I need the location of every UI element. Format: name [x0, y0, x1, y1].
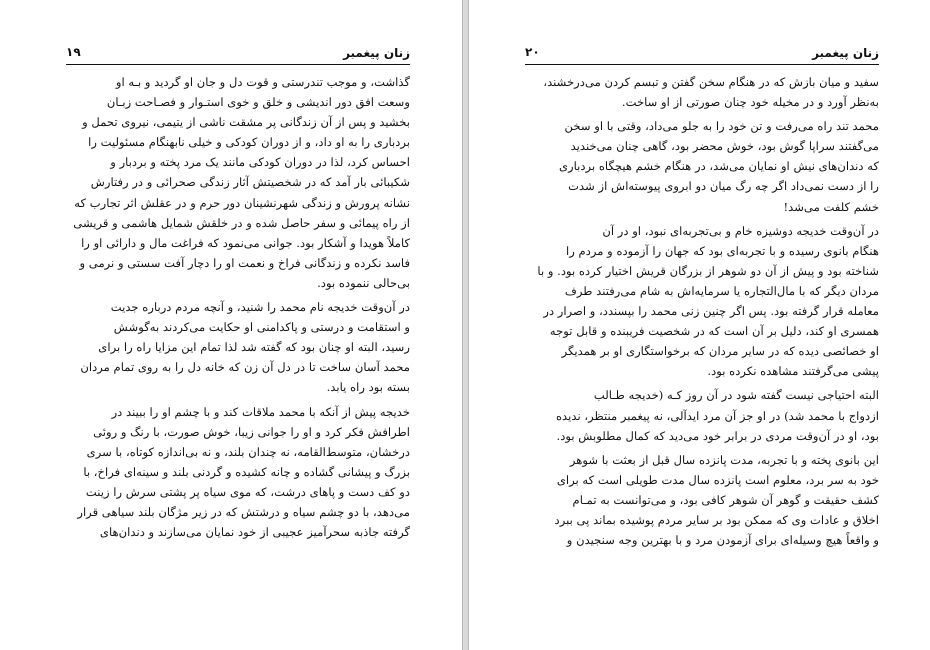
- text-line: اخلاق و عادات وی که ممکن بود بر سایر مردم پوشیده بماند پی ببرد: [554, 512, 879, 527]
- text-line: محمد تند راه می‌رفت و تن خود را به جلو می‌داد، وقتی با او سخن: [564, 119, 879, 134]
- text-line: این بانوی پخته و با تجربه، مدت پانزده سال قبل از بعثت با شوهر: [569, 452, 879, 467]
- text-line: وسعت افق دور اندیشی و خلق و خوی استـوار و فصـاحت زبـان: [106, 95, 410, 110]
- text-line: فاسد نکرده و زندگانی فراخ و نعمت او را دچار آفت سستی و نرمی و: [79, 255, 410, 270]
- paragraph: [66, 72, 410, 293]
- text-line: در آن‌وقت خدیجه دوشیزه خام و بی‌تجربه‌ای نبود، او در آن: [602, 223, 879, 238]
- right-page-header: [525, 44, 879, 65]
- text-line: او خصائصی دیده که در سایر مردان که برخواستگاری او بر همدیگر: [561, 344, 879, 359]
- paragraph: [66, 402, 410, 543]
- text-line: محمد آسان ساخت تا در دل آن زن که خانه دل را به روی تمام مردان: [80, 360, 410, 375]
- paragraph: [525, 450, 879, 550]
- text-line: بزرگ و پیشانی گشاده و چانه کشیده و گردنی بلند و سینه‌ای فراخ، با: [83, 464, 410, 479]
- text-line: کشف حقیقت و گوهر آن شوهر کافی بود، و می‌توانست به تمـام: [572, 492, 879, 507]
- right-page-body: [525, 72, 879, 554]
- running-title: زنان پیغمبر: [343, 46, 410, 60]
- text-line: احساس کرد، لذا در دوران کودکی مانند یک مرد پخته و بردبار و: [110, 155, 410, 170]
- text-line: ازدواج با محمد شد) در او جز آن مرد ایدآلی، نه پیغمبر منتظر، ندیده: [555, 408, 879, 423]
- text-line: خدیجه پیش از آنکه با محمد ملاقات کند و با چشم او را ببیند در: [111, 404, 410, 419]
- text-line: نشانه پرورش و زندگی شهرنشینان دور حرم و در عقلش اثر تجارب که: [74, 195, 410, 210]
- text-line: مردان دیگر که با مال‌التجاره یا سرمایه‌اش به شام می‌رفتند طرف: [564, 283, 879, 298]
- running-title: زنان پیغمبر: [812, 46, 879, 60]
- text-line: معامله قرار گرفته بود. پس اگر چنین زنی محمد را بپسندد، و اصرار در: [543, 304, 879, 319]
- page-number: ۱۹: [66, 45, 81, 59]
- text-line: می‌گفتند سراپا گوش بود، خوش محضر بود، گاهی چنان می‌خندید: [570, 139, 879, 154]
- text-line: که دندان‌های نیش او نمایان می‌شد، در هنگام خشم هیچگاه بردباری: [558, 159, 879, 174]
- text-line: خشم کلفت می‌شد!: [783, 199, 879, 214]
- text-line: بسته بود راه یابد.: [326, 380, 410, 395]
- text-line: خود به سر برد، معلوم است پانزده سال مدت طویلی است که برای: [556, 472, 879, 487]
- text-line: در آن‌وقت خدیجه نام محمد را شنید، و آنچه مردم درباره جدیت: [110, 300, 410, 315]
- text-line: همسری او کند، دلیل بر آن است که در شخصیت فریبنده و قابل توجه: [549, 324, 879, 339]
- paragraph: [66, 297, 410, 397]
- paragraph: [525, 221, 879, 382]
- text-line: البته احتیاجی نیست گفته شود در آن روز کـه (خدیجه طـالب: [593, 388, 879, 403]
- page-number: ۲۰: [525, 45, 540, 59]
- paragraph: [525, 72, 879, 112]
- text-line: اطرافش فکر کرد و او را جوانی زیبا، خوش صورت، با رنگ و روئی: [93, 424, 410, 439]
- text-line: بود، او در آن‌وقت مردی در برابر خود می‌دید که کمال مطلوبش بود.: [556, 428, 879, 443]
- text-line: گذاشت، و موجب تندرستی و قوت دل و جان او گردید و بـه او: [115, 75, 410, 89]
- left-page-header: [66, 44, 410, 65]
- text-line: درخشان، متوسط‌القامه، نه چندان بلند، و نه بی‌اندازه کوتاه، با سری: [86, 444, 410, 459]
- text-line: می‌دهد، با دو چشم سیاه و درشتش که در زیر مژگان بلند سیاهی قرار: [77, 504, 410, 519]
- text-line: از راه پیمائی و سفر حاصل شده و در خلقش شمایل هاشمی و قریشی: [73, 215, 410, 230]
- text-line: را از دست نمی‌داد اگر چه رگ میان دو ابروی پیوسته‌اش از شدت: [568, 179, 879, 194]
- text-line: گرفته جاذبه سحرآمیز عجیبی از خود نمایان می‌سازند و دندان‌های: [99, 525, 410, 540]
- text-line: هنگام بانوی رسیده و با تجربه‌ای بود که جهان را آزموده و مردم را: [566, 243, 879, 258]
- paragraph: [525, 385, 879, 445]
- text-line: بردباری را به او داد، و از دوران کودکی و خیلی نابهنگام مسئولیت را: [88, 135, 410, 150]
- paragraph: [525, 116, 879, 216]
- left-page: [0, 0, 463, 650]
- text-line: پیشی می‌گرفتند مشاهده نکرده بود.: [707, 364, 879, 379]
- text-line: رسید، البته او چنان بود که گفته شد لذا تمام این مزایا راه را برای: [98, 340, 410, 355]
- text-line: بی‌حالی ننموده بود.: [317, 275, 410, 290]
- text-line: شناخته بود و پیش از آن دو شوهر از بزرگان قریش اختیار کرده بود. و با: [537, 263, 879, 278]
- text-line: بخشید و پس از آن زندگانی پر مشقت ناشی از یتیمی، نیروی تحمل و: [82, 115, 410, 130]
- text-line: به‌نظر آورد و در مخیله خود چنان صورتی از او ساخت.: [621, 95, 879, 110]
- text-line: شکیبائی بار آمد که در شخصیتش آثار زندگی صحرائی و در رفتارش: [90, 175, 410, 190]
- text-line: کاملاً هویدا و آشکار بود. جوانی می‌نمود که فراغت مال و دارائی او را: [81, 235, 410, 250]
- text-line: و استقامت و درستی و پاکدامنی او حکایت می‌کردند به‌گوشش: [113, 320, 410, 335]
- text-line: سفید و میان بازش که در هنگام سخن گفتن و تبسم کردن می‌درخشند،: [543, 75, 879, 89]
- right-page: [468, 0, 930, 650]
- text-line: دو کف دست و پاهای درشت، که موی سیاه پر پشتی سرش را زینت: [85, 484, 410, 499]
- left-page-body: [66, 72, 410, 546]
- text-line: و واقعاً هیچ وسیله‌ای برای آزمودن مرد و با بهترین وجه سنجیدن و: [566, 533, 879, 548]
